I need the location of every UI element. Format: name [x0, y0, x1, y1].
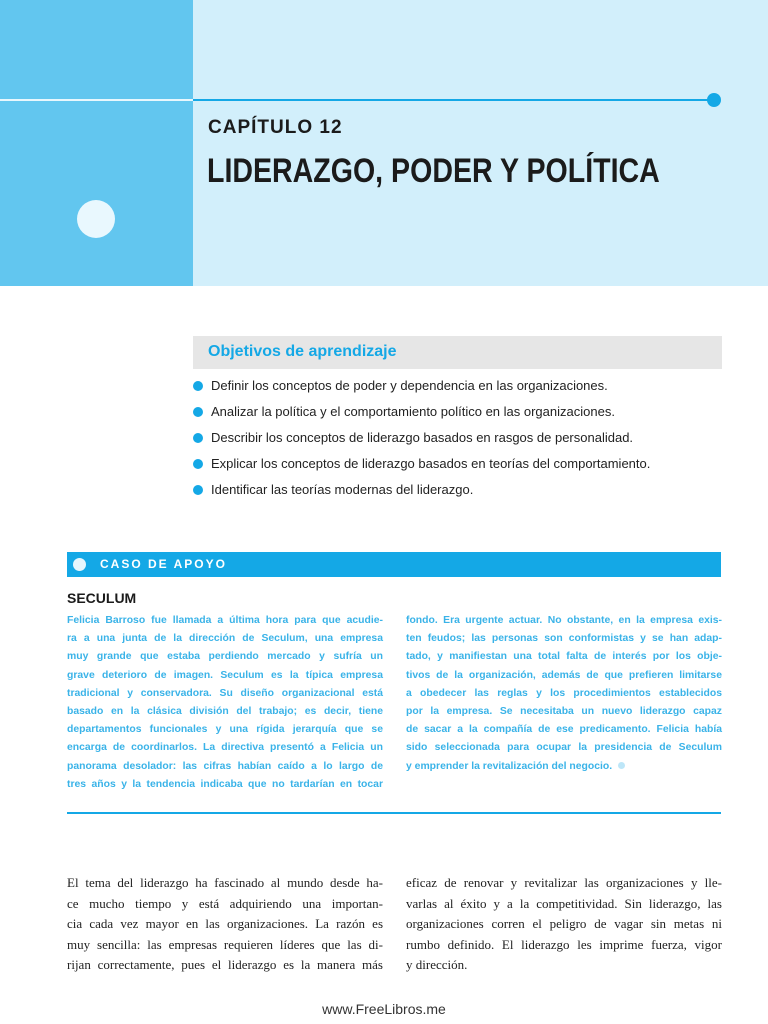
- list-item: [193, 376, 733, 402]
- body-line: muy sencilla: las empresas requieren líderes que las di-: [67, 936, 383, 952]
- bullet-icon: [193, 485, 203, 495]
- chapter-title: LIDERAZGO, PODER Y POLÍTICA: [207, 152, 660, 190]
- body-line: organizaciones corren el peligro de vagar sin metas ni: [406, 916, 722, 932]
- footer-url: www.FreeLibros.me: [322, 1001, 446, 1017]
- case-text-right-column: [406, 612, 722, 776]
- body-line: eficaz de renovar y revitalizar las organizaciones y lle-: [406, 875, 722, 890]
- body-line: y dirección.: [406, 957, 468, 973]
- objective-text: Analizar la política y el comportamiento político en las organizaciones.: [211, 404, 615, 419]
- case-heading: SECULUM: [67, 590, 137, 606]
- case-line: grave deterioro de imagen. Seculum es la típica empresa: [67, 669, 383, 681]
- list-item: [193, 480, 733, 506]
- case-bottom-rule: [67, 812, 721, 814]
- case-line: encarga de coordinarlos. La directiva presentó a Felicia un: [67, 742, 383, 754]
- case-text-left-column: [67, 612, 383, 794]
- case-line: tradicional y conservadora. Su diseño organizacional está: [67, 687, 383, 699]
- case-line: de sacar a la compañía de ese predicamento. Felicia había: [406, 724, 722, 736]
- objective-text: Definir los conceptos de poder y dependencia en las organizaciones.: [211, 378, 608, 393]
- bullet-icon: [193, 381, 203, 391]
- objective-text: Identificar las teorías modernas del liderazgo.: [211, 482, 474, 497]
- case-line: ten feudos; las personas son conformistas y se han adap-: [406, 633, 722, 645]
- body-text-right-column: [406, 873, 722, 976]
- case-line: y emprender la revitalización del negocio.: [406, 760, 613, 772]
- case-line: muy grande que estaba perdiendo mercado y sufría un: [67, 651, 383, 663]
- case-line-final: [406, 758, 722, 776]
- body-text-left-column: [67, 873, 383, 976]
- body-line: varlas al éxito y a la competitividad. Sin liderazgo, las: [406, 895, 722, 911]
- list-item: [193, 454, 733, 480]
- divider-end-dot: [707, 93, 721, 107]
- case-line: departamentos funcionales y una rígida jerarquía que se: [67, 724, 383, 736]
- case-line: tivos de la organización, además de que prefieren limitarse: [406, 669, 722, 681]
- objectives-title: Objetivos de aprendizaje: [208, 343, 397, 360]
- case-line: tres años y la tendencia indicaba que no tardarían en tocar: [67, 778, 383, 790]
- case-line: Felicia Barroso fue llamada a última hora para que acudie-: [67, 615, 383, 626]
- chapter-number: CAPÍTULO 12: [208, 117, 343, 138]
- objective-text: Describir los conceptos de liderazgo basados en rasgos de personalidad.: [211, 430, 634, 445]
- case-line: basado en la clásica división del trabajo; es decir, tiene: [67, 706, 383, 718]
- list-item: [193, 428, 733, 454]
- case-line: panorama desolador: las cifras habían caído a lo largo de: [67, 760, 383, 772]
- case-bullet-icon: [73, 558, 86, 571]
- list-item: [193, 402, 733, 428]
- chapter-header-side-panel: [0, 0, 193, 286]
- objectives-header: [193, 336, 722, 369]
- case-line: tado, y manifiestan una total falta de interés por los obje-: [406, 651, 722, 663]
- body-line: ce mucho tiempo y está adquiriendo una importan-: [67, 895, 383, 911]
- end-mark-icon: [618, 762, 625, 769]
- case-line: ra a una junta de la dirección de Seculum, una empresa: [67, 633, 383, 645]
- case-study-bar: [67, 552, 721, 577]
- case-line: fondo. Era urgente actuar. No obstante, en la empresa exis-: [406, 615, 722, 626]
- header-divider-light: [0, 99, 193, 101]
- objective-text: Explicar los conceptos de liderazgo basados en teorías del comportamiento.: [211, 456, 651, 471]
- case-line: por la empresa. Se necesitaba un nuevo liderazgo capaz: [406, 706, 722, 718]
- bullet-icon: [193, 407, 203, 417]
- body-line: El tema del liderazgo ha fascinado al mundo desde ha-: [67, 875, 383, 890]
- case-study-label: CASO DE APOYO: [100, 557, 227, 571]
- case-line: a obedecer las reglas y los procedimientos establecidos: [406, 687, 722, 699]
- objectives-list: [193, 376, 733, 506]
- decorative-circle: [77, 200, 115, 238]
- body-line: cia cada vez mayor en las organizaciones. La razón es: [67, 916, 383, 932]
- body-line: rijan correctamente, pues el liderazgo es la manera más: [67, 957, 383, 973]
- case-line: sido seleccionada para ocupar la presidencia de Seculum: [406, 742, 722, 754]
- bullet-icon: [193, 459, 203, 469]
- bullet-icon: [193, 433, 203, 443]
- body-line: rumbo definido. El liderazgo les imprime fuerza, vigor: [406, 936, 722, 952]
